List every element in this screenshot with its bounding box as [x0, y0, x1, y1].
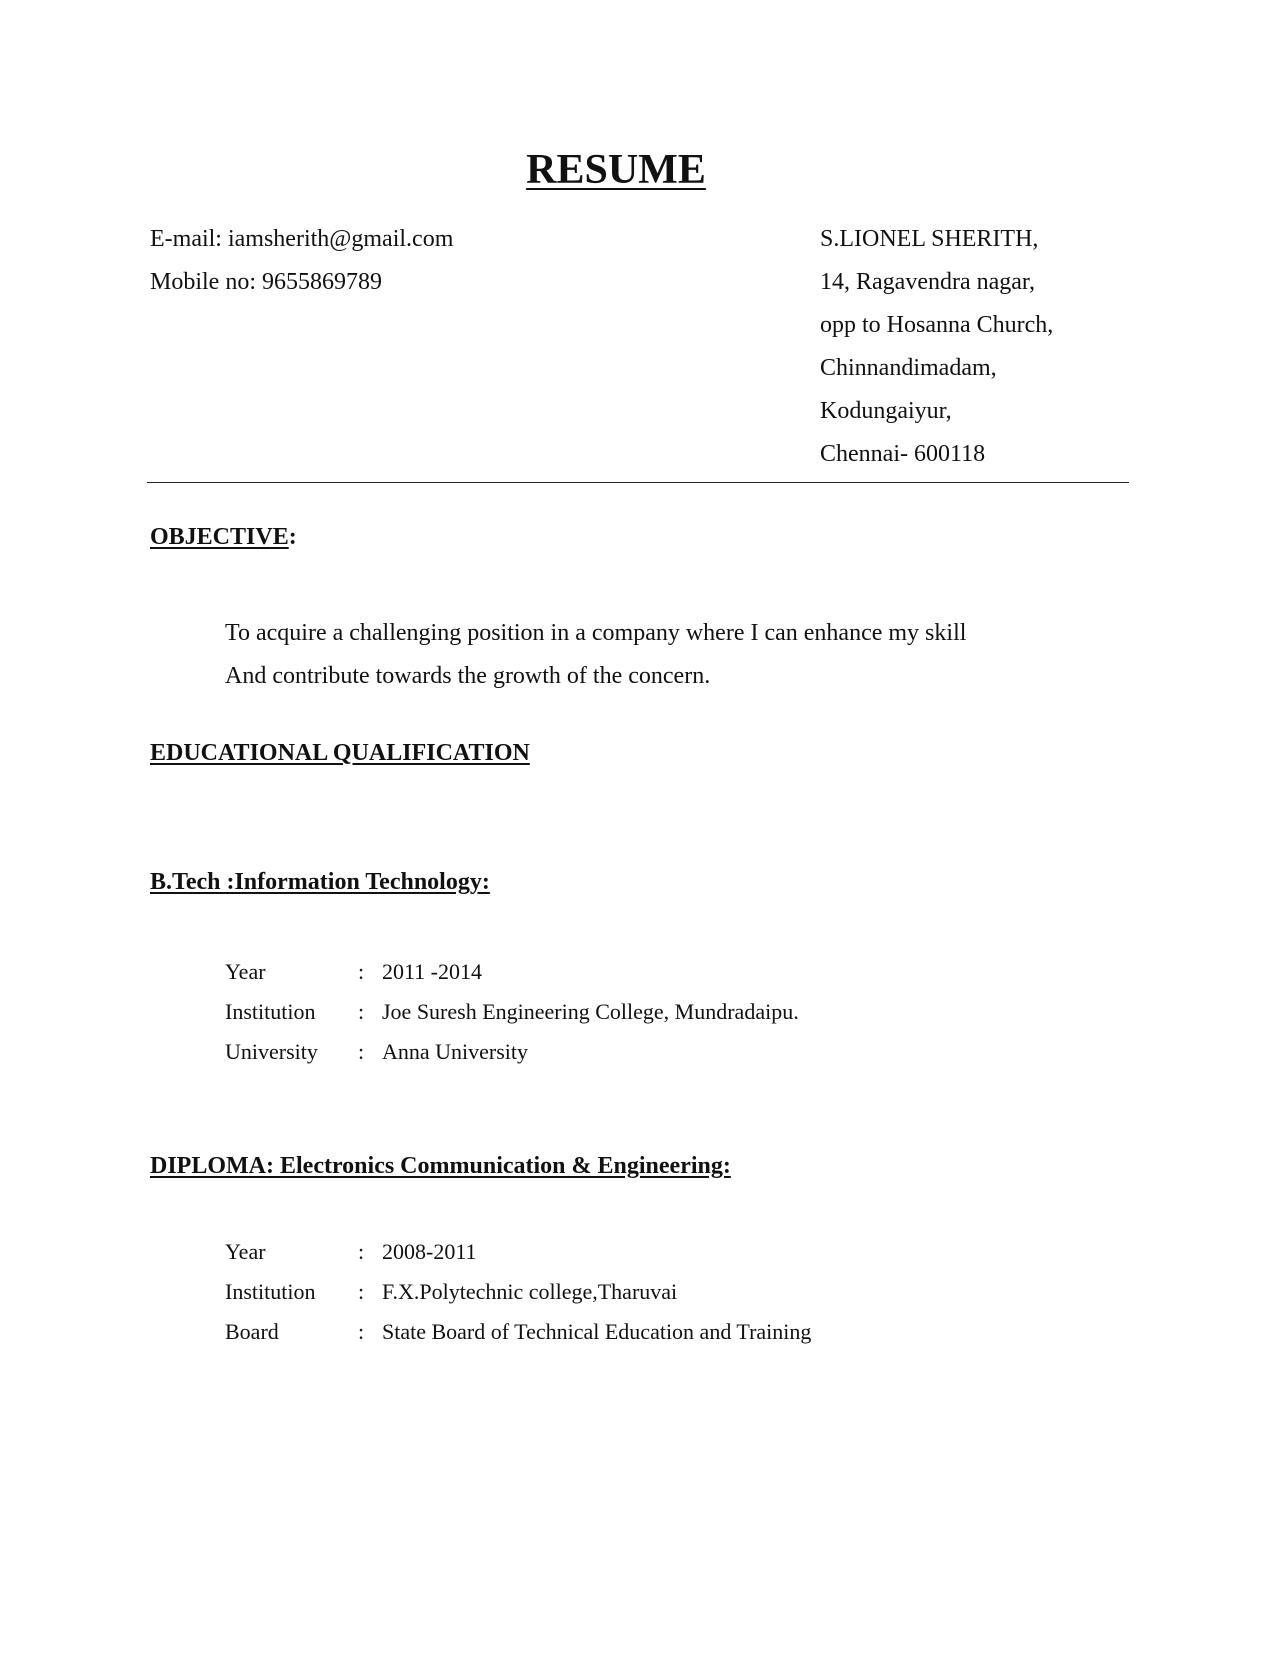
mobile-text: Mobile no: 9655869789 [150, 269, 382, 295]
objective-heading [150, 523, 297, 552]
btech-heading: B.Tech :Information Technology: [150, 869, 490, 895]
btech-row-university [225, 1032, 799, 1072]
address-line-city: Chennai- 600118 [820, 441, 986, 467]
btech-institution-value: Joe Suresh Engineering College, Mundradaipu. [382, 999, 799, 1024]
btech-year-value: 2011 -2014 [382, 959, 483, 984]
objective-text [225, 612, 966, 698]
diploma-institution-value: F.X.Polytechnic college,Tharuvai [382, 1279, 678, 1304]
diploma-details [225, 1232, 811, 1352]
address-line-name: S.LIONEL SHERITH, [820, 226, 1039, 252]
btech-row-institution [225, 992, 799, 1032]
diploma-board-sep: : [358, 1319, 365, 1344]
objective-heading-colon: : [288, 524, 297, 550]
education-heading: EDUCATIONAL QUALIFICATION [150, 740, 530, 766]
diploma-institution-sep: : [358, 1279, 365, 1304]
contact-block [150, 218, 453, 304]
header-divider [147, 482, 1129, 483]
diploma-row-year [225, 1232, 811, 1272]
objective-line-1: To acquire a challenging position in a company where I can enhance my skill [225, 620, 967, 646]
diploma-board-label: Board [225, 1319, 279, 1344]
objective-heading-text: OBJECTIVE [150, 524, 289, 550]
email-text: E-mail: iamsherith@gmail.com [150, 226, 454, 252]
page-title: RESUME [526, 147, 706, 193]
address-block [820, 218, 1053, 476]
address-line-area: Chinnandimadam, [820, 355, 997, 381]
btech-year-sep: : [358, 959, 365, 984]
btech-institution-sep: : [358, 999, 365, 1024]
diploma-institution-label: Institution [225, 1279, 316, 1304]
btech-year-label: Year [225, 959, 266, 984]
diploma-year-sep: : [358, 1239, 365, 1264]
btech-university-label: University [225, 1039, 318, 1064]
diploma-heading: DIPLOMA: Electronics Communication & Engineering: [150, 1153, 731, 1179]
diploma-row-board [225, 1312, 811, 1352]
btech-details [225, 952, 799, 1072]
btech-university-value: Anna University [382, 1039, 529, 1064]
btech-institution-label: Institution [225, 999, 316, 1024]
btech-row-year [225, 952, 799, 992]
diploma-year-label: Year [225, 1239, 266, 1264]
diploma-year-value: 2008-2011 [382, 1239, 477, 1264]
diploma-row-institution [225, 1272, 811, 1312]
address-line-locality: Kodungaiyur, [820, 398, 952, 424]
diploma-board-value: State Board of Technical Education and Training [382, 1319, 812, 1344]
objective-line-2: And contribute towards the growth of the concern. [225, 663, 711, 689]
address-line-street: 14, Ragavendra nagar, [820, 269, 1035, 295]
btech-university-sep: : [358, 1039, 365, 1064]
address-line-landmark: opp to Hosanna Church, [820, 312, 1054, 338]
